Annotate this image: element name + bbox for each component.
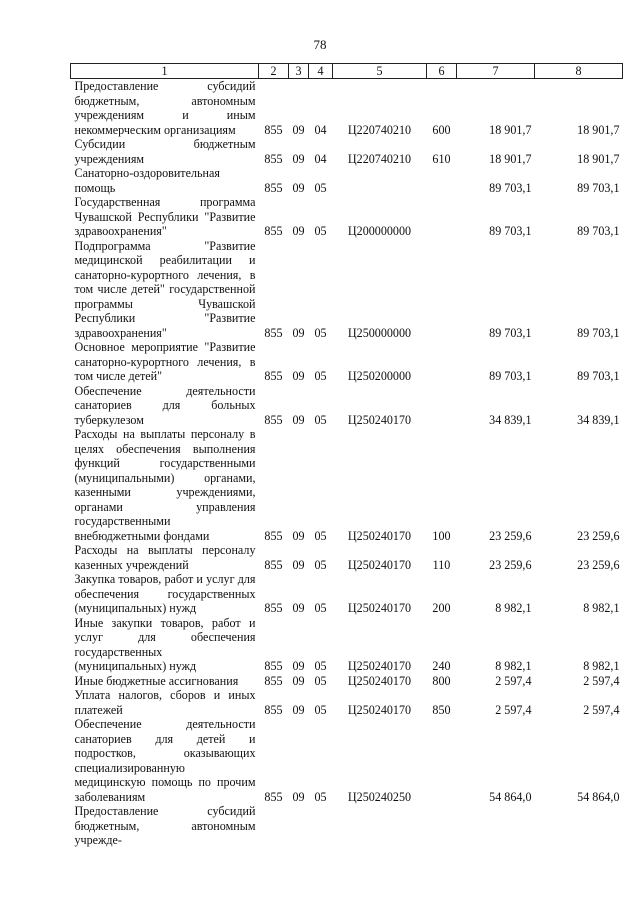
row-subsection — [309, 804, 333, 848]
row-name: Предоставление субсидий бюджетным, автономным учреждениям и иным некоммерческим организациям — [74, 79, 256, 137]
row-code-admin: 855 — [264, 702, 283, 717]
row-subsection: 04 — [314, 122, 327, 137]
row-name: Санаторно-оздоровительная помощь — [74, 166, 220, 195]
column-header: 1 — [71, 64, 259, 79]
row-subsection: 05 — [314, 412, 327, 427]
row-target-article: Ц200000000 — [347, 224, 412, 238]
table-row — [71, 572, 623, 616]
table-row — [71, 384, 623, 428]
row-expense-type: 200 — [432, 601, 451, 615]
row-code-admin: 855 — [264, 528, 283, 543]
row-target-article: Ц250240170 — [347, 557, 412, 572]
table-row — [71, 804, 623, 848]
row-amount-1: 89 703,1 — [489, 369, 532, 383]
row-name: Предоставление субсидий бюджетным, автономным учрежде- — [74, 804, 256, 847]
table-row — [71, 688, 623, 717]
row-name: Обеспечение деятельности санаториев для больных туберкулезом — [74, 383, 256, 427]
row-amount-1: 18 901,7 — [489, 122, 532, 137]
row-section: 09 — [292, 325, 305, 340]
row-name: Иные закупки товаров, работ и услуг для обеспечения государственных (муниципальных) нужд — [74, 615, 256, 673]
row-expense-type: 800 — [432, 673, 451, 688]
row-amount-1: 18 901,7 — [489, 151, 532, 166]
row-code-admin — [259, 804, 289, 848]
row-target-article: Ц250240170 — [347, 601, 412, 615]
row-amount-1: 2 597,4 — [495, 673, 532, 688]
column-header: 7 — [457, 64, 535, 79]
row-amount-1: 23 259,6 — [489, 528, 532, 543]
column-header: 8 — [535, 64, 623, 79]
row-amount-2 — [535, 804, 623, 848]
row-code-admin: 855 — [264, 659, 283, 673]
row-amount-2: 18 901,7 — [577, 151, 620, 166]
row-name: Субсидии бюджетным учреждениям — [74, 137, 256, 166]
row-code-admin: 855 — [264, 224, 283, 238]
row-section: 09 — [292, 789, 305, 804]
row-section: 09 — [292, 659, 305, 673]
table-row — [71, 137, 623, 166]
row-target-article — [333, 804, 427, 848]
row-subsection: 04 — [314, 151, 327, 166]
table-row — [71, 340, 623, 384]
row-code-admin: 855 — [264, 789, 283, 804]
row-code-admin: 855 — [264, 325, 283, 340]
row-amount-2: 34 839,1 — [577, 412, 620, 427]
row-subsection: 05 — [314, 702, 327, 717]
row-subsection: 05 — [314, 224, 327, 238]
row-amount-2: 8 982,1 — [583, 601, 620, 615]
row-expense-type: 100 — [432, 528, 451, 543]
row-amount-2: 23 259,6 — [577, 557, 620, 572]
row-target-article: Ц250200000 — [347, 369, 412, 383]
header-row — [71, 64, 623, 79]
row-target-article: Ц250240170 — [347, 528, 412, 543]
row-section — [289, 804, 309, 848]
row-section: 09 — [292, 673, 305, 688]
row-amount-2: 89 703,1 — [577, 224, 620, 238]
row-subsection: 05 — [314, 789, 327, 804]
row-amount-1: 54 864,0 — [489, 789, 532, 804]
row-expense-type — [427, 717, 457, 804]
row-amount-1: 8 982,1 — [495, 601, 532, 615]
row-target-article — [333, 166, 427, 195]
table-row — [71, 717, 623, 804]
row-target-article: Ц250240170 — [347, 412, 412, 427]
row-expense-type — [427, 340, 457, 384]
row-section: 09 — [292, 151, 305, 166]
row-code-admin: 855 — [264, 180, 283, 195]
table-row — [71, 674, 623, 689]
row-amount-2: 18 901,7 — [577, 122, 620, 137]
row-subsection: 05 — [314, 659, 327, 673]
row-amount-1: 89 703,1 — [489, 180, 532, 195]
row-code-admin: 855 — [264, 601, 283, 615]
column-header: 4 — [309, 64, 333, 79]
row-name: Подпрограмма "Развитие медицинской реабилитации и санаторно-курортного лечения, в том числе детей" государственной программы Чувашской Республики "Развитие здравоохранения" — [74, 238, 256, 340]
row-name: Обеспечение деятельности санаториев для детей и подростков, оказывающих специализированную медицинскую помощь по прочим заболеваниям — [74, 717, 256, 804]
column-header: 6 — [427, 64, 457, 79]
row-expense-type: 850 — [432, 702, 451, 717]
row-target-article: Ц250000000 — [347, 325, 412, 340]
row-code-admin: 855 — [264, 122, 283, 137]
row-subsection: 05 — [314, 180, 327, 195]
row-name: Закупка товаров, работ и услуг для обеспечения государственных (муниципальных) нужд — [74, 572, 256, 615]
table-row — [71, 543, 623, 572]
row-code-admin: 855 — [264, 151, 283, 166]
row-amount-1: 89 703,1 — [489, 325, 532, 340]
row-section: 09 — [292, 557, 305, 572]
row-expense-type — [427, 166, 457, 195]
row-code-admin: 855 — [264, 673, 283, 688]
row-amount-1: 34 839,1 — [489, 412, 532, 427]
row-section: 09 — [292, 180, 305, 195]
row-name: Расходы на выплаты персоналу в целях обеспечения выполнения функций государственными (муниципальными) органами, казенными учреждениями, органами управления государственными внебюджетными фондами — [74, 427, 256, 543]
table-row — [71, 166, 623, 195]
row-section: 09 — [292, 224, 305, 238]
row-target-article: Ц250240170 — [347, 673, 412, 688]
row-section: 09 — [292, 412, 305, 427]
row-expense-type: 240 — [432, 659, 451, 673]
row-amount-1: 23 259,6 — [489, 557, 532, 572]
row-amount-2: 8 982,1 — [583, 659, 620, 673]
table-row — [71, 239, 623, 341]
row-amount-2: 2 597,4 — [583, 702, 620, 717]
row-name: Основное мероприятие "Развитие санаторно-курортного лечения, в том числе детей" — [74, 340, 256, 383]
row-name: Расходы на выплаты персоналу казенных учреждений — [74, 543, 256, 572]
column-header: 3 — [289, 64, 309, 79]
row-expense-type: 600 — [432, 122, 451, 137]
column-header: 5 — [333, 64, 427, 79]
budget-table — [70, 63, 623, 848]
row-amount-1: 89 703,1 — [489, 224, 532, 238]
row-expense-type — [427, 239, 457, 341]
row-target-article: Ц250240170 — [347, 659, 412, 673]
row-name: Уплата налогов, сборов и иных платежей — [74, 688, 256, 717]
row-amount-2: 2 597,4 — [583, 673, 620, 688]
row-subsection: 05 — [314, 325, 327, 340]
row-subsection: 05 — [314, 601, 327, 615]
row-subsection: 05 — [314, 673, 327, 688]
row-section: 09 — [292, 702, 305, 717]
row-target-article: Ц220740210 — [347, 122, 412, 137]
row-code-admin: 855 — [264, 412, 283, 427]
row-subsection: 05 — [314, 369, 327, 383]
row-section: 09 — [292, 528, 305, 543]
row-amount-1: 2 597,4 — [495, 702, 532, 717]
row-target-article: Ц250240250 — [347, 789, 412, 804]
row-section: 09 — [292, 601, 305, 615]
row-amount-2: 89 703,1 — [577, 325, 620, 340]
row-amount-2: 54 864,0 — [577, 789, 620, 804]
row-subsection: 05 — [314, 557, 327, 572]
table-row — [71, 79, 623, 138]
row-code-admin: 855 — [264, 369, 283, 383]
row-name: Иные бюджетные ассигнования — [74, 673, 239, 688]
row-amount-1: 8 982,1 — [495, 659, 532, 673]
row-amount-2: 89 703,1 — [577, 369, 620, 383]
row-expense-type — [427, 804, 457, 848]
row-name: Государственная программа Чувашской Республики "Развитие здравоохранения" — [74, 195, 256, 238]
row-expense-type: 110 — [432, 557, 451, 572]
row-amount-1 — [457, 804, 535, 848]
row-amount-2: 23 259,6 — [577, 528, 620, 543]
row-section: 09 — [292, 369, 305, 383]
row-expense-type: 610 — [432, 151, 451, 166]
row-target-article: Ц250240170 — [347, 702, 412, 717]
table-row — [71, 427, 623, 543]
table-row — [71, 195, 623, 239]
row-section: 09 — [292, 122, 305, 137]
row-code-admin: 855 — [264, 557, 283, 572]
row-target-article: Ц220740210 — [347, 151, 412, 166]
row-amount-2: 89 703,1 — [577, 180, 620, 195]
row-expense-type — [427, 195, 457, 239]
row-subsection: 05 — [314, 528, 327, 543]
column-header: 2 — [259, 64, 289, 79]
row-expense-type — [427, 384, 457, 428]
table-row — [71, 616, 623, 674]
page-number: 78 — [313, 37, 327, 52]
